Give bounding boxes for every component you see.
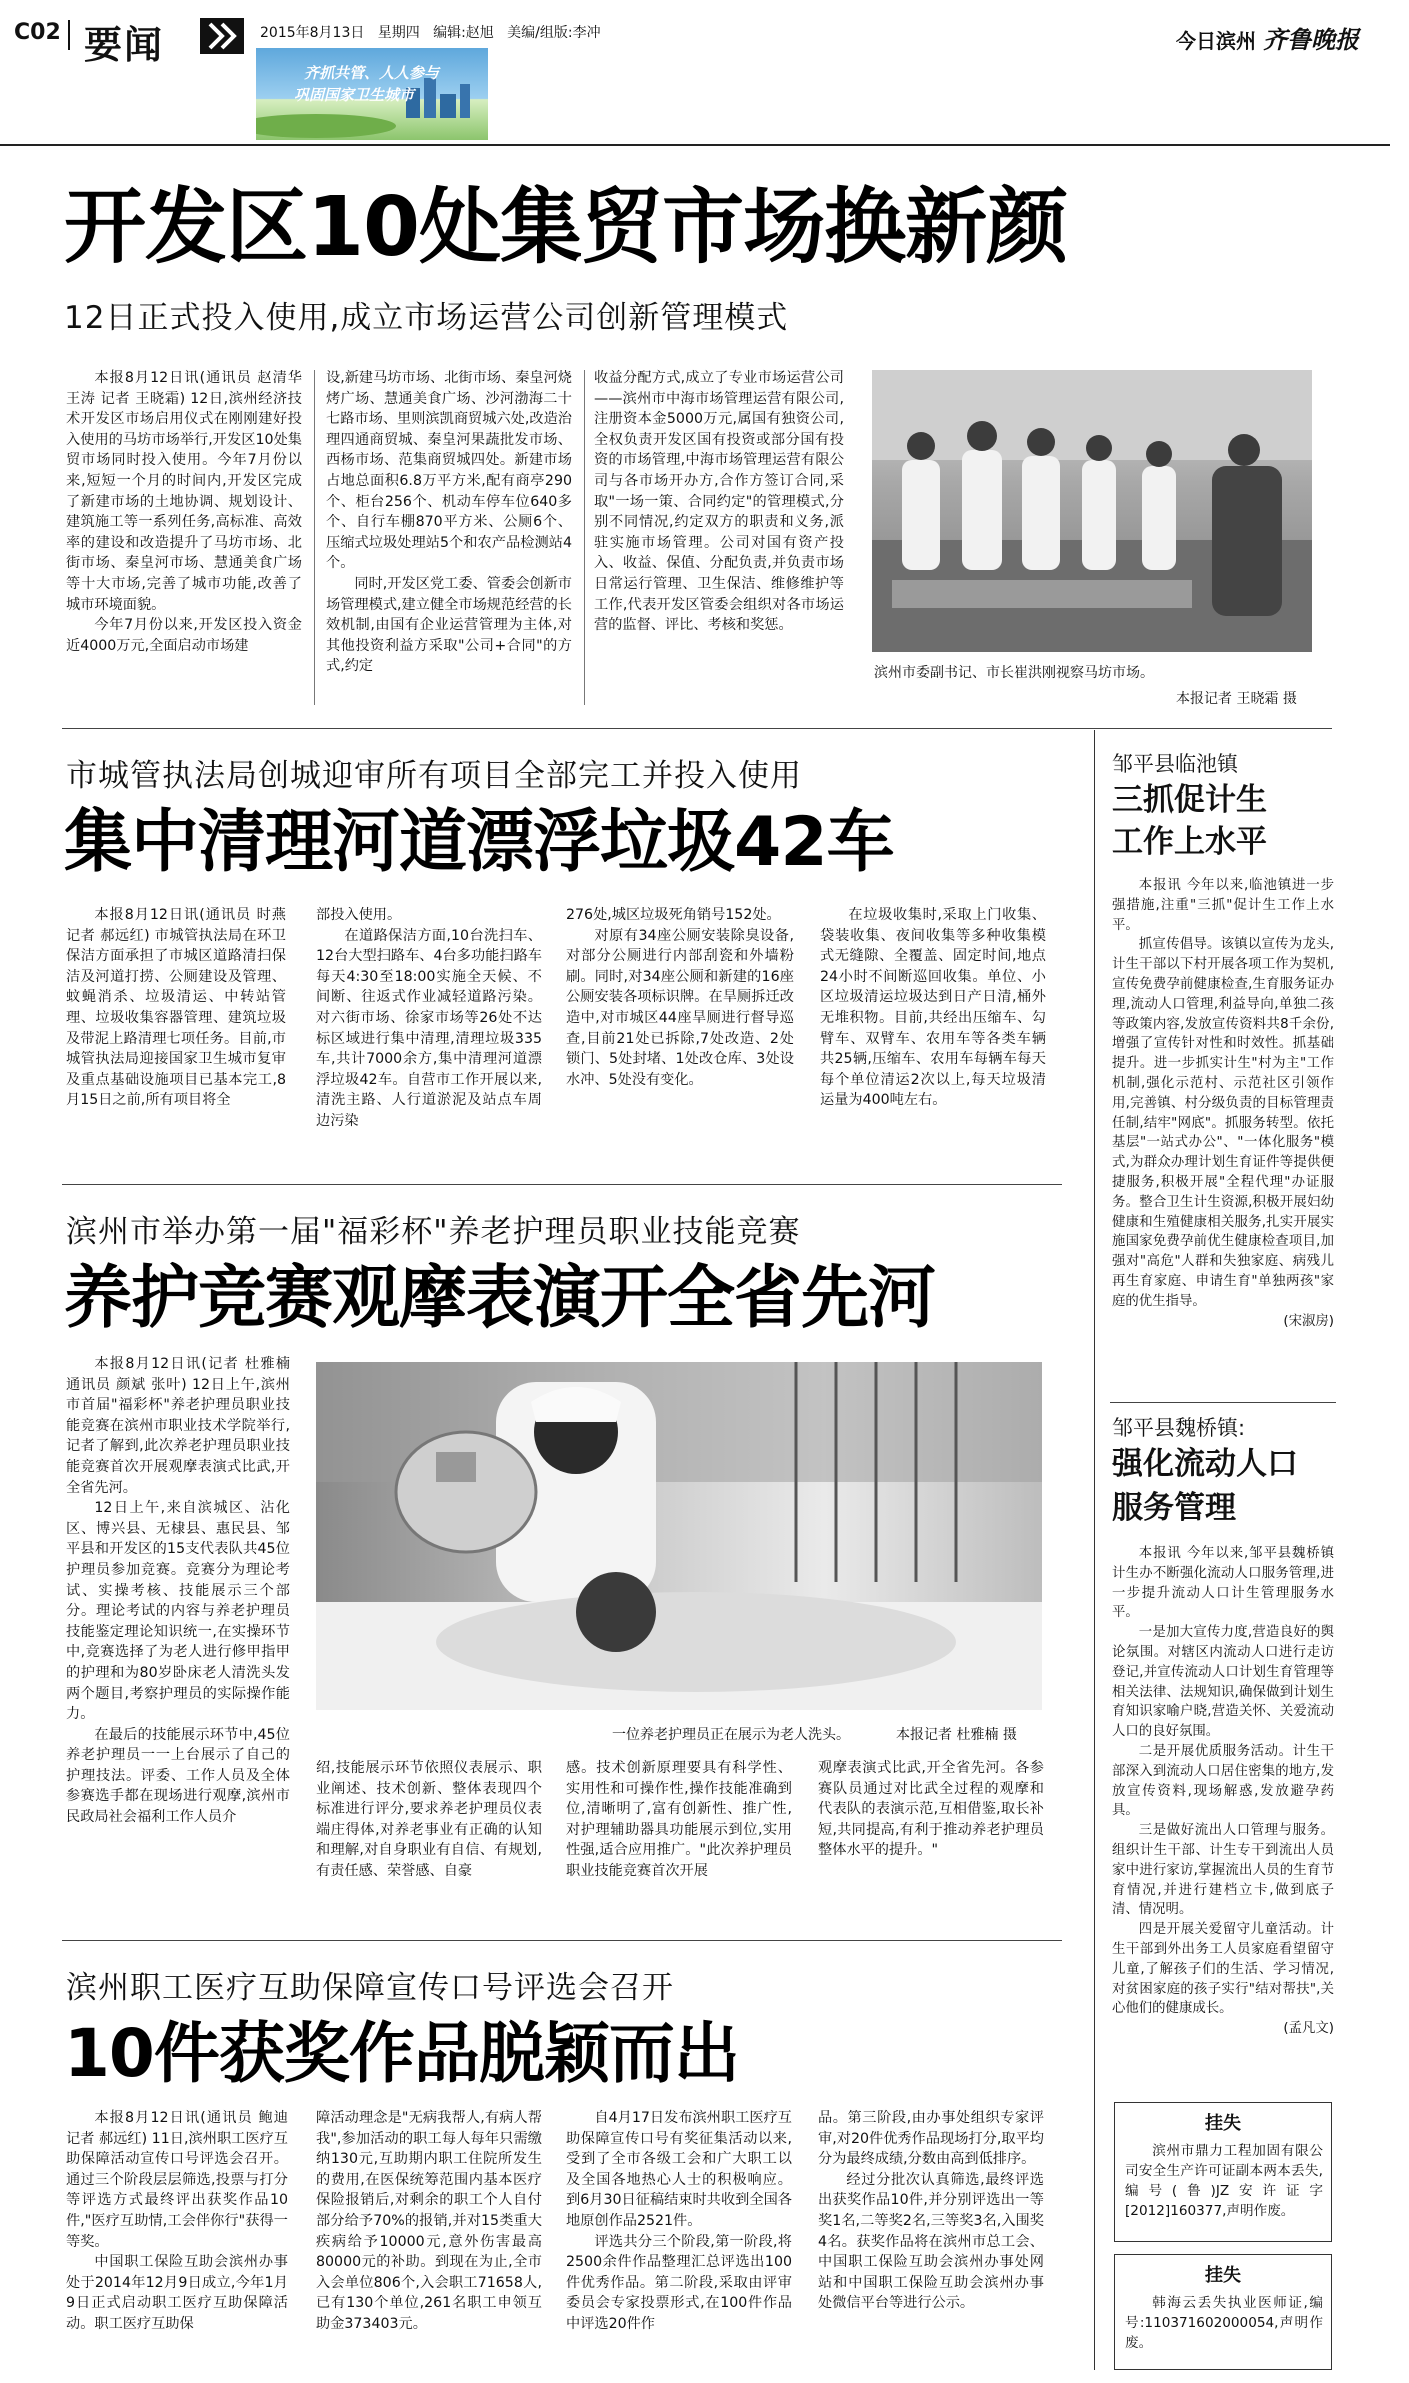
a1-col-divider [584,370,585,705]
a1-headline: 开发区10处集贸市场换新颜 [64,180,1068,275]
a2-column-3: 276处,城区垃圾死角销号152处。 对原有34座公厕安装除臭设备,对部分公厕进行内部刮瓷和外墙粉刷。同时,对34座公厕和新建的16座公厕安装各项标识牌。在旱厕拆迁改造中,对市城区44座旱厕进行督导巡查,目前21处已拆除,7处改造、2处锁门、5处封堵、1处改仓库、3处设水冲、5处没有变化。 [566,907,794,1088]
a1-subtitle: 12日正式投入使用,成立市场运营公司创新管理模式 [64,300,789,336]
a2-column-2: 部投入使用。 在道路保洁方面,10台洗扫车、12台大型扫路车、4台多功能扫路车每天4:30至18:00实施全天候、不间断、往返式作业减轻道路污染。对六街市场、徐家市场等26处不达标区域进行集中清理,清理垃圾335车,共计7000余方,集中清理河道漂浮垃圾42车。自营市工作开展以来,清洗主路、人行道淤泥及站点车周边污染 [316,907,542,1129]
side1-title-line-1: 三抓促计生 [1112,782,1267,818]
section-title: 要闻 [84,23,165,67]
a1-photo-credit: 本报记者 王晓霜 摄 [1176,691,1297,707]
section-arrow-icon [200,18,244,54]
a4-column-1: 本报8月12日讯(通讯员 鲍迪 记者 郝远红) 11日,滨州职工医疗互助保障活动宣传口号评选会召开。通过三个阶段层层筛选,投票与打分等评选方式最终评出获奖作品10件,"医疗互助情,工会伴你行"获得一等奖。 中国职工保险互助会滨州办事处于2014年12月9日成立,今年1月9日正式启动职工医疗互助保障活动。职工医疗互助保 [66,2110,288,2332]
side1-signature: (宋淑房) [1283,1313,1334,1329]
masthead-divider-icon [68,20,70,50]
issue-date: 2015年8月13日 [260,25,365,41]
side2-kicker: 邹平县魏桥镇: [1112,1416,1246,1440]
a3-column-2: 绍,技能展示环节依照仪表展示、职业阐述、技术创新、整体表现四个标准进行评分,要求养老护理员仪表端庄得体,对养老事业有正确的认知和理解,对自身职业有自信、有规划,有责任感、荣誉感、自豪 [316,1760,542,1879]
issue-editor: 编辑:赵旭 [433,25,494,41]
a1-photo-caption: 滨州市委副书记、市长崔洪刚视察马坊市场。 [874,665,1154,681]
sidebar-divider [1094,730,1095,2370]
notice-2-body: 韩海云丢失执业医师证,编号:110371602000054,声明作废。 [1125,2295,1323,2351]
a1-column-2: 设,新建马坊市场、北街市场、秦皇河烧烤广场、慧通美食广场、沙河渤海二十七路市场、里则滨凯商贸城六处,改造治理四通商贸城、秦皇河果蔬批发市场、西杨市场、范集商贸城四处。新建市场占地总面积6.8万平方米,配有商亭290个、柜台256个、机动车停车位640多个、自行车棚870平方米、公厕6个、压缩式垃圾处理站5个和农产品检测站4个。 同时,开发区党工委、管委会创新市场管理模式,建立健全市场规范经营的长效机制,由国有企业运营管理为主体,对其他投资利益方采取"公司+合同"的方式,约定 [326,370,572,675]
a4-column-3: 自4月17日发布滨州职工医疗互助保障宣传口号有奖征集活动以来,受到了全市各级工会和广大职工以及全国各地热心人士的积极响应。到6月30日征稿结束时共收到全国各地原创作品2521件。 评选共分三个阶段,第一阶段,将2500余件作品整理汇总评选出100件优秀作品。第二阶段,采取由评审委员会专家投票形式,在100件作品中评选20件作 [566,2110,792,2332]
issue-weekday: 星期四 [377,25,420,41]
notice-1-title: 挂失 [1205,2113,1241,2134]
a3-kicker: 滨州市举办第一届"福彩杯"养老护理员职业技能竞赛 [66,1214,801,1250]
side1-kicker: 邹平县临池镇 [1112,752,1238,776]
page-code: C02 [14,20,61,45]
side2-title-line-2: 服务管理 [1112,1490,1236,1526]
campaign-banner [256,48,488,140]
banner-line-1: 齐抓共管、人人参与 [304,64,440,82]
a3-column-1: 本报8月12日讯(记者 杜雅楠 通讯员 颜斌 张叶) 12日上午,滨州市首届"福彩杯"养老护理员职业技能竞赛在滨州市职业技术学院举行,记者了解到,此次养老护理员职业技能竞赛首次开展观摩表演式比武,开全省先河。 12日上午,来自滨城区、沾化区、博兴县、无棣县、惠民县、邹平县和开发区的15支代表队共45位护理员参加竞赛。竞赛分为理论考试、实操考核、技能展示三个部分。理论考试的内容与养老护理员技能鉴定理论知识统一,在实操环节中,竞赛选择了为老人进行修甲指甲的护理和为80岁卧床老人清洗头发两个题目,考察护理员的实际操作能力。 在最后的技能展示环节中,45位养老护理员一一上台展示了自己的护理技法。评委、工作人员及全体参赛选手都在现场进行观摩,滨州市民政局社会福利工作人员介 [66,1356,290,1826]
a2-column-1: 本报8月12日讯(通讯员 时燕 记者 郝远红) 市城管执法局在环卫保洁方面承担了市城区道路清扫保洁及河道打捞、公厕建设及管理、蚊蝇消杀、垃圾清运、中转站管理、垃圾收集容器管理、建筑垃圾及带泥上路清理七项任务。目前,市城管执法局迎接国家卫生城市复审及重点基础设施项目已基本完工,8月15日之前,所有项目将全 [66,907,286,1109]
a3-photo-caption: 一位养老护理员正在展示为老人洗头。 [612,1727,850,1743]
a1-photo [872,370,1312,652]
a3-column-4: 观摩表演式比武,开全省先河。各参赛队员通过对比武全过程的观摩和代表队的表演示范,互相借鉴,取长补短,共同提高,有利于推动养老护理员整体水平的提升。" [818,1760,1044,1859]
notice-2-title: 挂失 [1205,2265,1241,2286]
issue-designer: 美编/组版:李冲 [507,25,601,41]
paper-logo: 齐鲁晚报 [1262,25,1359,54]
a1-column-3: 收益分配方式,成立了专业市场运营公司——滨州市中海市场管理运营有限公司,注册资本金5000万元,属国有独资公司,全权负责开发区国有投资或部分国有投资的市场管理,中海市场管理运营有限公司与各市场开办方,合作方签订合同,采取"一场一策、合同约定"的管理模式,分别不同情况,约定双方的职责和义务,派驻实施市场管理。公司对国有资产投入、收益、保值、分配负责,并负责市场日常运行管理、卫生保洁、维修维护等工作,代表开发区管委会组织对各市场运营的监督、评比、考核和奖惩。 [594,370,844,634]
notice-2-box [1114,2254,1332,2370]
notice-1-body: 滨州市鼎力工程加固有限公司安全生产许可证副本两本丢失,编号(鲁)JZ安许证字[2012]160377,声明作废。 [1125,2143,1323,2219]
paper-city: 今日滨州 [1176,29,1256,53]
a4-column-2: 障活动理念是"无病我帮人,有病人帮我",参加活动的职工每人每年只需缴纳130元,互助期内职工住院所发生的费用,在医保统筹范围内基本医疗保险报销后,对剩余的职工个人自付部分给予70%的报销,并对15类重大疾病给予10000元,意外伤害最高80000元的补助。到现在为止,全市入会单位806个,入会职工71658人,已有130个单位,261名职工申领互助金373403元。 [316,2110,542,2332]
section-rule [62,1184,1062,1185]
side1-body: 本报讯 今年以来,临池镇进一步强措施,注重"三抓"促计生工作上水平。 抓宣传倡导。该镇以宣传为龙头,计生干部以下村开展各项工作为契机,宣传免费孕前健康检查,生育服务证办理,流动人口管理,利益导向,单独二孩等政策内容,发放宣传资料共8千余份,增强了宣传针对性和时效性。抓基础提升。进一步抓实计生"村为主"工作机制,强化示范村、示范社区引领作用,完善镇、村分级负责的目标管理责任制,结牢"网底"。抓服务转型。依托基层"一站式办公"、"一体化服务"模式,为群众办理计划生育证件等提供便捷服务,积极开展"全程代理"办证服务。整合卫生计生资源,积极开展妇幼健康和生殖健康相关服务,扎实开展实施国家免费孕前优生健康检查项目,加强对"高危"人群和失独家庭、病残儿再生育家庭、申请生育"单独两孩"家庭的优生指导。 (宋淑房) [1112,876,1334,1392]
issue-info [260,22,601,42]
paper-name [1176,20,1359,55]
side1-title-line-2: 工作上水平 [1112,824,1267,860]
a3-photo [316,1362,1042,1710]
a2-headline: 集中清理河道漂浮垃圾42车 [64,803,894,882]
a4-kicker: 滨州职工医疗互助保障宣传口号评选会召开 [66,1970,674,2006]
masthead-rule [0,144,1390,146]
sidebar-rule [1110,1402,1336,1403]
side2-signature: (孟凡文) [1283,2021,1334,2037]
a3-photo-credit: 本报记者 杜雅楠 摄 [896,1727,1017,1743]
a2-kicker: 市城管执法局创城迎审所有项目全部完工并投入使用 [66,758,802,794]
notice-1-box [1114,2102,1332,2242]
a1-column-1: 本报8月12日讯(通讯员 赵清华 王涛 记者 王晓霜) 12日,滨州经济技术开发区市场启用仪式在刚刚建好投入使用的马坊市场举行,开发区10处集贸市场同时投入使用。今年7月份以来,短短一个月的时间内,开发区完成了新建市场的土地协调、规划设计、建筑施工等一系列任务,高标准、高效率的建设和改造提升了马坊市场、北街市场、秦皇河市场、慧通美食广场等十大市场,完善了城市功能,改善了城市环境面貌。 今年7月份以来,开发区投入资金近4000万元,全面启动市场建 [66,370,302,654]
a4-headline: 10件获奖作品脱颖而出 [64,2015,739,2092]
a3-headline: 养护竞赛观摩表演开全省先河 [64,1259,936,1338]
a3-column-3: 感。技术创新原理要具有科学性、实用性和可操作性,操作技能准确到位,清晰明了,富有创新性、推广性,对护理辅助器具功能展示到位,实用性强,适合应用推广。"此次养护理员职业技能竞赛首次开展 [566,1760,792,1879]
a1-col-divider [314,370,315,705]
section-rule [62,728,1332,729]
banner-line-2: 巩固国家卫生城市 [294,86,415,104]
side2-body: 本报讯 今年以来,邹平县魏桥镇计生办不断强化流动人口服务管理,进一步提升流动人口计生管理服务水平。 一是加大宣传力度,营造良好的舆论氛围。对辖区内流动人口进行走访登记,并宣传流动人口计划生育管理等相关法律、法规知识,确保做到计划生育知识家喻户晓,营造关怀、关爱流动人口的良好氛围。 二是开展优质服务活动。计生干部深入到流动人口居住密集的地方,发放宣传资料,现场解惑,发放避孕药具。 三是做好流出人口管理与服务。组织计生干部、计生专干到流出人员家中进行家访,掌握流出人员的生育节育情况,并进行建档立卡,做到底子清、情况明。 四是开展关爱留守儿童活动。计生干部到外出务工人员家庭看望留守儿童,了解孩子们的生活、学习情况,对贫困家庭的孩子实行"结对帮扶",关心他们的健康成长。 (孟凡文) [1112,1544,1334,2090]
side2-title-line-1: 强化流动人口 [1112,1446,1298,1482]
a2-column-4: 在垃圾收集时,采取上门收集、袋装收集、夜间收集等多种收集模式无缝隙、全覆盖、固定时间,地点24小时不间断巡回收集。单位、小区垃圾清运垃圾达到日产日清,桶外无堆积物。目前,共经出压缩车、勾臂车、双臂车、农用车等各类车辆共25辆,压缩车、农用车每辆车每天每个单位清运2次以上,每天垃圾清运量为400吨左右。 [820,907,1046,1109]
section-rule [62,1940,1062,1941]
a4-column-4: 品。第三阶段,由办事处组织专家评审,对20件优秀作品现场打分,取平均分为最终成绩,分数由高到低排序。 经过分批次认真筛选,最终评选出获奖作品10件,并分别评选出一等奖1名,二等奖2名,三等奖3名,入围奖4名。获奖作品将在滨州市总工会、中国职工保险互助会滨州办事处网站和中国职工保险互助会滨州办事处微信平台等进行公示。 [818,2110,1044,2312]
